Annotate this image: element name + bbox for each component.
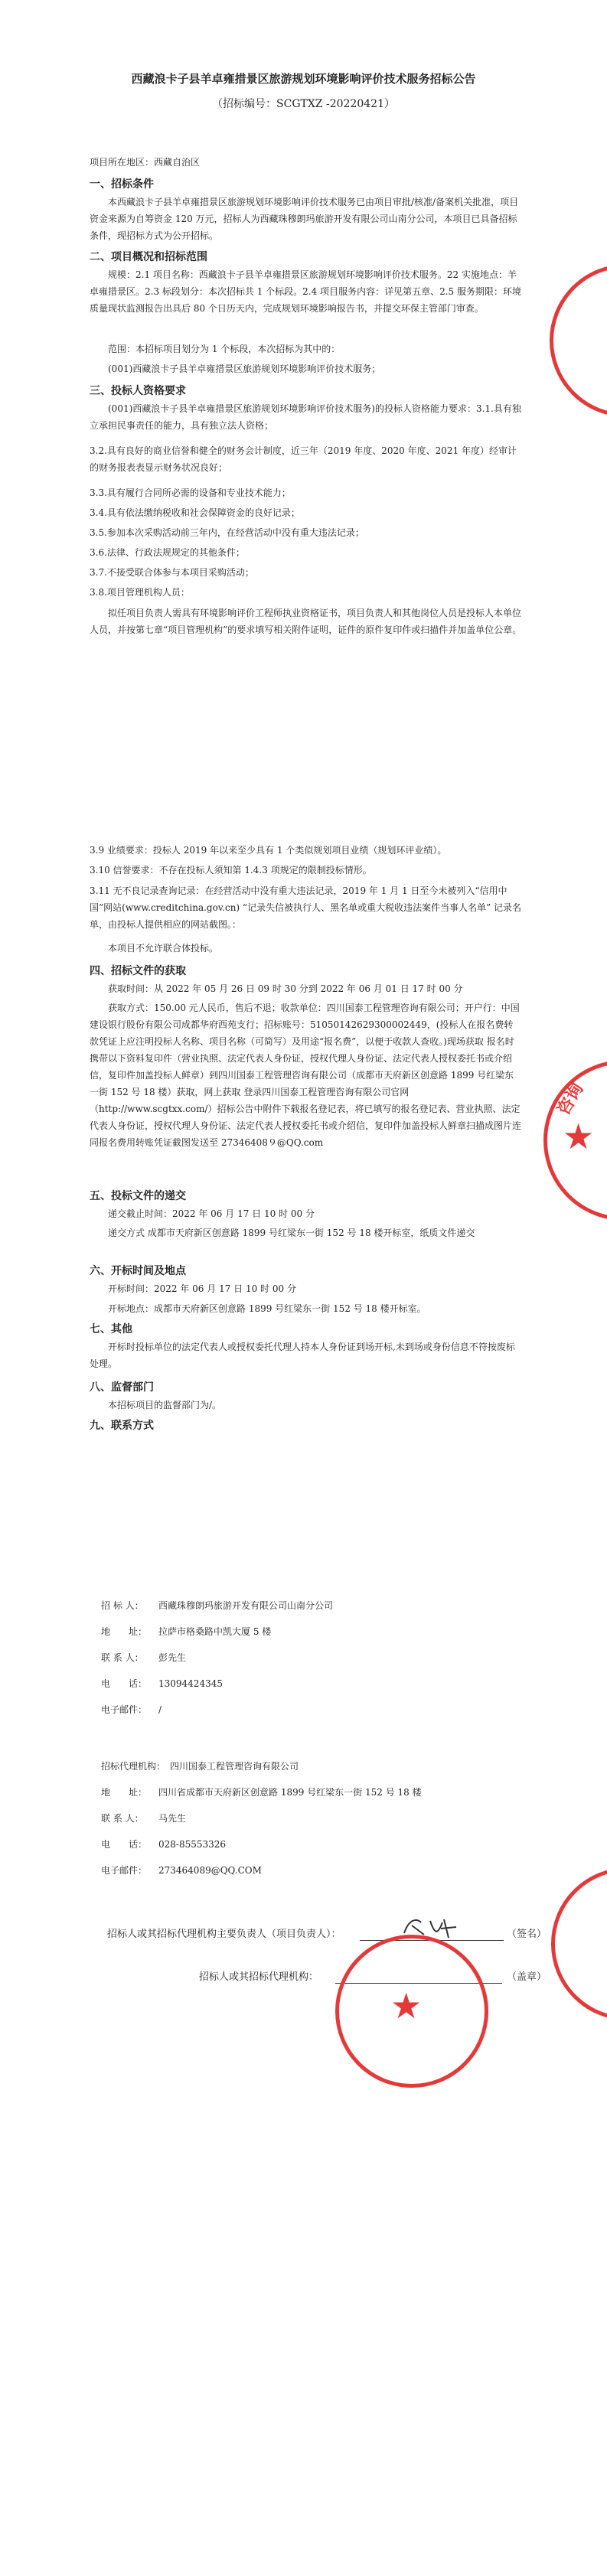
section-heading-2: 二、项目概况和招标范围 [90, 251, 207, 263]
tenderer-phone: 13094424345 [158, 1678, 223, 1689]
tenderer-email-label: 电子邮件： [101, 1704, 148, 1715]
section-heading-4: 四、招标文件的获取 [90, 965, 186, 977]
agent-email-label: 电子邮件： [101, 1865, 148, 1876]
qualification-item: 3.6.法律、行政法规规定的其他条件； [90, 547, 245, 558]
company-seal [550, 264, 607, 417]
section-heading-3: 三、投标人资格要求 [90, 385, 186, 397]
qualification-item: 3.7.不接受联合体参与本项目采购活动； [90, 567, 254, 578]
stamp-line-label: 招标人或其招标代理机构： [199, 1971, 319, 1983]
qualification-item: 3.10 信誉要求：不存在投标人须知第 1.4.3 项规定的限制投标情形。 [90, 865, 372, 876]
seal-star-icon: ★ [563, 1116, 595, 1157]
qualification-item: 3.3.具有履行合同所必需的设备和专业技术能力； [90, 487, 291, 498]
stamp-suffix: （盖章） [507, 1971, 547, 1983]
agent-phone: 028-85553326 [158, 1839, 227, 1850]
submission-deadline: 递交截止时间：2022 年 06 月 17 日 10 时 00 分 [108, 1208, 315, 1219]
submission-place: 递交方式 成都市天府新区创意路 1899 号红梁东一街 152 号 18 楼开标室，纸质文件递交 [108, 1228, 475, 1238]
section-heading-7: 七、其他 [90, 1323, 132, 1335]
section-heading-9: 九、联系方式 [90, 1420, 154, 1432]
signature-suffix: （签名） [507, 1929, 547, 1940]
agent-contact: 马先生 [158, 1813, 187, 1824]
tenderer-name-label: 招 标 人： [101, 1600, 144, 1611]
qualification-item: 3.5.参加本次采购活动前三年内，在经营活动中没有重大违法记录； [90, 527, 364, 538]
section-8-body: 本招标项目的监督部门为/。 [108, 1400, 222, 1410]
company-seal [551, 1867, 607, 2020]
document-title: 西藏浪卡子县羊卓雍措景区旅游规划环境影响评价技术服务招标公告 [131, 72, 476, 86]
qualification-item: 3.8.项目管理机构人员： [90, 587, 190, 598]
section-2-lot: (001)西藏浪卡子县羊卓雍措景区旅游规划环境影响评价技术服务； [108, 364, 381, 374]
agent-email: 273464089@QQ.COM [158, 1865, 262, 1876]
tenderer-contact: 彭先生 [158, 1652, 187, 1663]
qualification-item: 本项目不允许联合体投标。 [108, 943, 219, 954]
tenderer-contact-label: 联 系 人： [101, 1652, 144, 1663]
agent-phone-label: 电 话： [101, 1839, 148, 1850]
tender-number: （招标编号：SCGTXZ -20220421） [212, 98, 395, 110]
qualification-item: 3.11 无不良记录查询记录：在经营活动中没有重大违法记录，2019 年 1 月 1 日至今未被列入“信用中国”网站(www.creditchina.gov.cn) “记录失信被执行人、黑名单或重大税收违法案件当事人名单” 记录名单，由投标人提供相应的网站截图。： [90, 885, 522, 930]
agent-address: 四川省成都市天府新区创意路 1899 号红梁东一街 152 号 18 楼 [158, 1787, 422, 1798]
tenderer-address-label: 地 址： [101, 1626, 148, 1637]
qualification-item: 3.4.具有依法缴纳税收和社会保障资金的良好记录； [90, 507, 300, 518]
section-heading-1: 一、招标条件 [90, 178, 154, 191]
seal-star-icon: ★ [390, 1985, 423, 2027]
section-heading-6: 六、开标时间及地点 [90, 1265, 186, 1277]
opening-place: 开标地点：成都市天府新区创意路 1899 号红梁东一街 152 号 18 楼开标室。 [108, 1303, 426, 1314]
tenderer-address: 拉萨市格桑路中凯大厦 5 楼 [158, 1626, 272, 1637]
agent-contact-label: 联 系 人： [101, 1813, 144, 1824]
qualification-item: 3.9 业绩要求：投标人 2019 年以来至少具有 1 个类似规划项目业绩（规划环评业绩）。 [90, 845, 447, 856]
personnel-requirement-note: 拟任项目负责人需具有环境影响评价工程师执业资格证书，项目负责人和其他岗位人员是投标人本单位人员，并按第七章“项目管理机构”的要求填写相关附件证明，证件的原件复印件或扫描件并加盖单位公章。 [90, 608, 522, 635]
section-2-scale: 规模：2.1 项目名称：西藏浪卡子县羊卓雍措景区旅游规划环境影响评价技术服务。22 实施地点：羊卓雍措景区。2.3 标段划分：本次招标共 1 个标段。2.4 项目服务内容：详见第五章、2.5 服务期限：环境质量现状监测报告出具后 80 个日历天内，完成规划环境影响报告书，并提交环保主管部门审查。 [90, 269, 521, 314]
section-heading-8: 八、监督部门 [90, 1381, 154, 1394]
section-3-intro: (001)西藏浪卡子县羊卓雍措景区旅游规划环境影响评价技术服务)的投标人资格能力要求：3.1.具有独立承担民事责任的能力，具有独立法人资格； [90, 403, 521, 431]
section-2-scope: 范围：本招标项目划分为 1 个标段，本次招标为其中的： [108, 344, 341, 354]
project-location: 项目所在地区：西藏自治区 [90, 157, 201, 168]
section-heading-5: 五、投标文件的递交 [90, 1190, 186, 1202]
signature-line-label: 招标人或其招标代理机构主要负责人（项目负责人）： [107, 1929, 341, 1940]
tenderer-phone-label: 电 话： [101, 1678, 148, 1689]
agent-address-label: 地 址： [101, 1787, 148, 1798]
acquisition-method: 获取方式：150.00 元人民币，售后不退；收款单位：四川国泰工程管理咨询有限公司；开户行：中国建设银行股份有限公司成都华府西苑支行；招标账号：51050142629300002449，(投标人在报名费转款凭证上应注明投标人名称、项目名称（可简写）及用途“报名费”，以便于收款人查收。)现场获取 报名时携带以下资料复印件（营业执照、法定代表人身份证，授权代理人身份证、法定代表人授权委托书或介绍信，复印件加盖投标人鲜章）到四川国泰工程管理咨询有限公司（成都市天府新区创意路 1899 号红梁东一街 152 号 18 楼）获取，网上获取 登录四川国泰工程管理咨询有限公司官网（http://www.scgtxx.com/）招标公告中附件下载报名登记表，将已填写的报名登记表、营业执照、法定代表人身份证，授权代理人身份证、法定代表人授权委托书或介绍信，复印件加盖投标人鲜章扫描成图片连同报名费用转账凭证截图发送至 27346408９@QQ.com [90, 1003, 522, 1148]
tenderer-email: / [158, 1704, 162, 1715]
agent-name-label: 招标代理机构： [101, 1761, 166, 1772]
section-1-body: 本西藏浪卡子县羊卓雍措景区旅游规划环境影响评价技术服务已由项目审批/核准/备案机关批准，项目资金来源为自筹资金 120 万元，招标人为西藏珠穆朗玛旅游开发有限公司山南分公司，本项目已具备招标条件，现招标方式为公开招标。 [90, 197, 519, 241]
tenderer-name: 西藏珠穆朗玛旅游开发有限公司山南分公司 [158, 1600, 334, 1611]
qualification-item: 3.2.具有良好的商业信誉和健全的财务会计制度，近三年（2019 年度、2020 年度、2021 年度）经审计的财务报表表显示财务状况良好； [90, 445, 517, 473]
opening-time: 开标时间：2022 年 06 月 17 日 10 时 00 分 [108, 1283, 296, 1294]
acquisition-period: 获取时间：从 2022 年 05 月 26 日 09 时 30 分到 2022 年 06 月 01 日 17 时 00 分 [108, 983, 463, 994]
agent-name: 四川国泰工程管理咨询有限公司 [170, 1761, 299, 1772]
seal-lettering: 咨询 [553, 1080, 588, 1119]
section-7-body: 开标时投标单位的法定代表人或授权委托代理人持本人身份证到场开标,未到场或身份信息不符按废标处理。 [90, 1342, 515, 1369]
